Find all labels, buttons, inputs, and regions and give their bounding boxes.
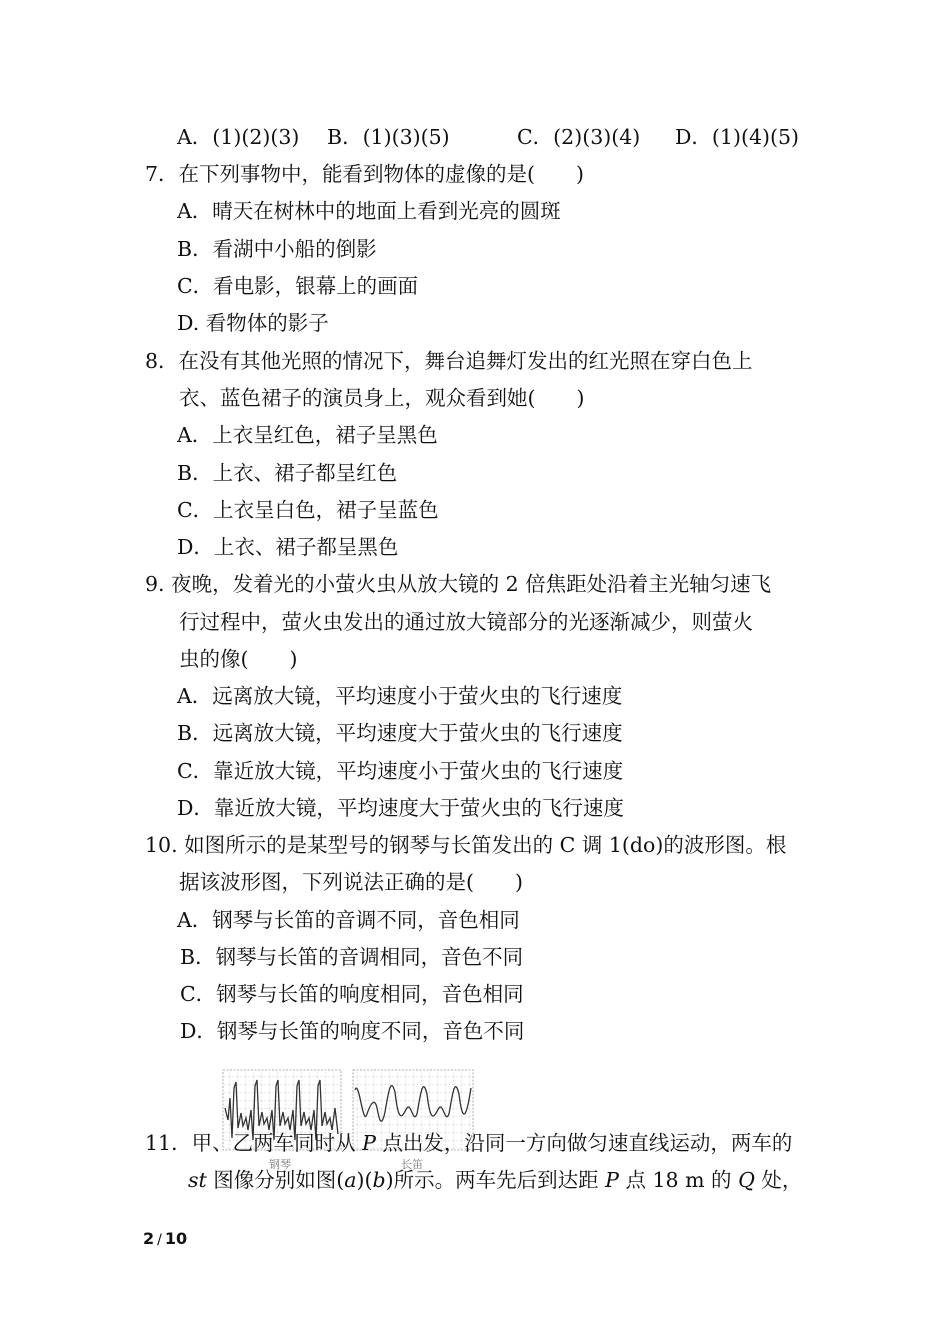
q8-option-c: C．上衣呈白色，裙子呈蓝色 [177,498,439,522]
q8-stem-line2: 衣、蓝色裙子的演员身上，观众看到她( ) [179,386,585,410]
q10-option-b: B．钢琴与长笛的音调相同，音色不同 [180,945,524,969]
q9-stem-line3: 虫的像( ) [179,647,298,671]
current-page: 2 [143,1229,155,1248]
q11-stem-line2: st 图像分别如图(a)(b)所示。两车先后到达距 P 点 18 m 的 Q 处， [188,1168,803,1192]
q9-option-a: A．远离放大镜，平均速度小于萤火虫的飞行速度 [177,684,623,708]
flute-label: 长笛 [401,1158,423,1171]
q9-option-d: D．靠近放大镜，平均速度大于萤火虫的飞行速度 [177,796,624,820]
total-pages: 10 [164,1229,188,1248]
q9-option-c: C．靠近放大镜，平均速度小于萤火虫的飞行速度 [177,759,624,783]
q7-option-c: C．看电影，银幕上的画面 [177,274,419,298]
q10-stem-line2: 据该波形图，下列说法正确的是( ) [179,870,523,894]
q7-option-a: A．晴天在树林中的地面上看到光亮的圆斑 [177,199,561,223]
q10-option-a: A．钢琴与长笛的音调不同，音色相同 [177,908,520,932]
q8-stem-line1: 8．在没有其他光照的情况下，舞台追舞灯发出的红光照在穿白色上 [145,349,753,373]
q10-option-d: D．钢琴与长笛的响度不同，音色不同 [180,1019,525,1043]
waveform-figure [221,1068,476,1176]
q6-option-b: B．(1)(3)(5) [327,125,450,149]
piano-label: 钢琴 [269,1158,291,1171]
q6-option-a: A．(1)(2)(3) [177,125,300,149]
waveform-svg [221,1068,476,1176]
q9-option-b: B．远离放大镜，平均速度大于萤火虫的飞行速度 [177,721,623,745]
q7-option-b: B．看湖中小船的倒影 [177,237,377,261]
q7-option-d: D. 看物体的影子 [177,311,329,335]
q6-option-d: D．(1)(4)(5) [675,125,800,149]
q8-option-a: A．上衣呈红色，裙子呈黑色 [177,423,438,447]
page-number [143,1229,187,1248]
q7-stem: 7．在下列事物中，能看到物体的虚像的是( ) [145,162,585,186]
q8-option-d: D．上衣、裙子都呈黑色 [177,535,399,559]
q10-stem-line1: 10. 如图所示的是某型号的钢琴与长笛发出的 C 调 1(do)的波形图。根 [145,833,787,857]
q8-option-b: B．上衣、裙子都呈红色 [177,461,398,485]
q10-option-c: C．钢琴与长笛的响度相同，音色相同 [180,982,524,1006]
q9-stem-line1: 9. 夜晚，发着光的小萤火虫从放大镜的 2 倍焦距处沿着主光轴匀速飞 [145,572,772,596]
q9-stem-line2: 行过程中，萤火虫发出的通过放大镜部分的光逐渐减少，则萤火 [179,610,753,634]
page-separator: / [157,1232,162,1248]
q11-stem-line1: 11．甲、乙两车同时从 P 点出发，沿同一方向做匀速直线运动，两车的 [145,1131,793,1155]
q6-option-c: C．(2)(3)(4) [517,125,641,149]
